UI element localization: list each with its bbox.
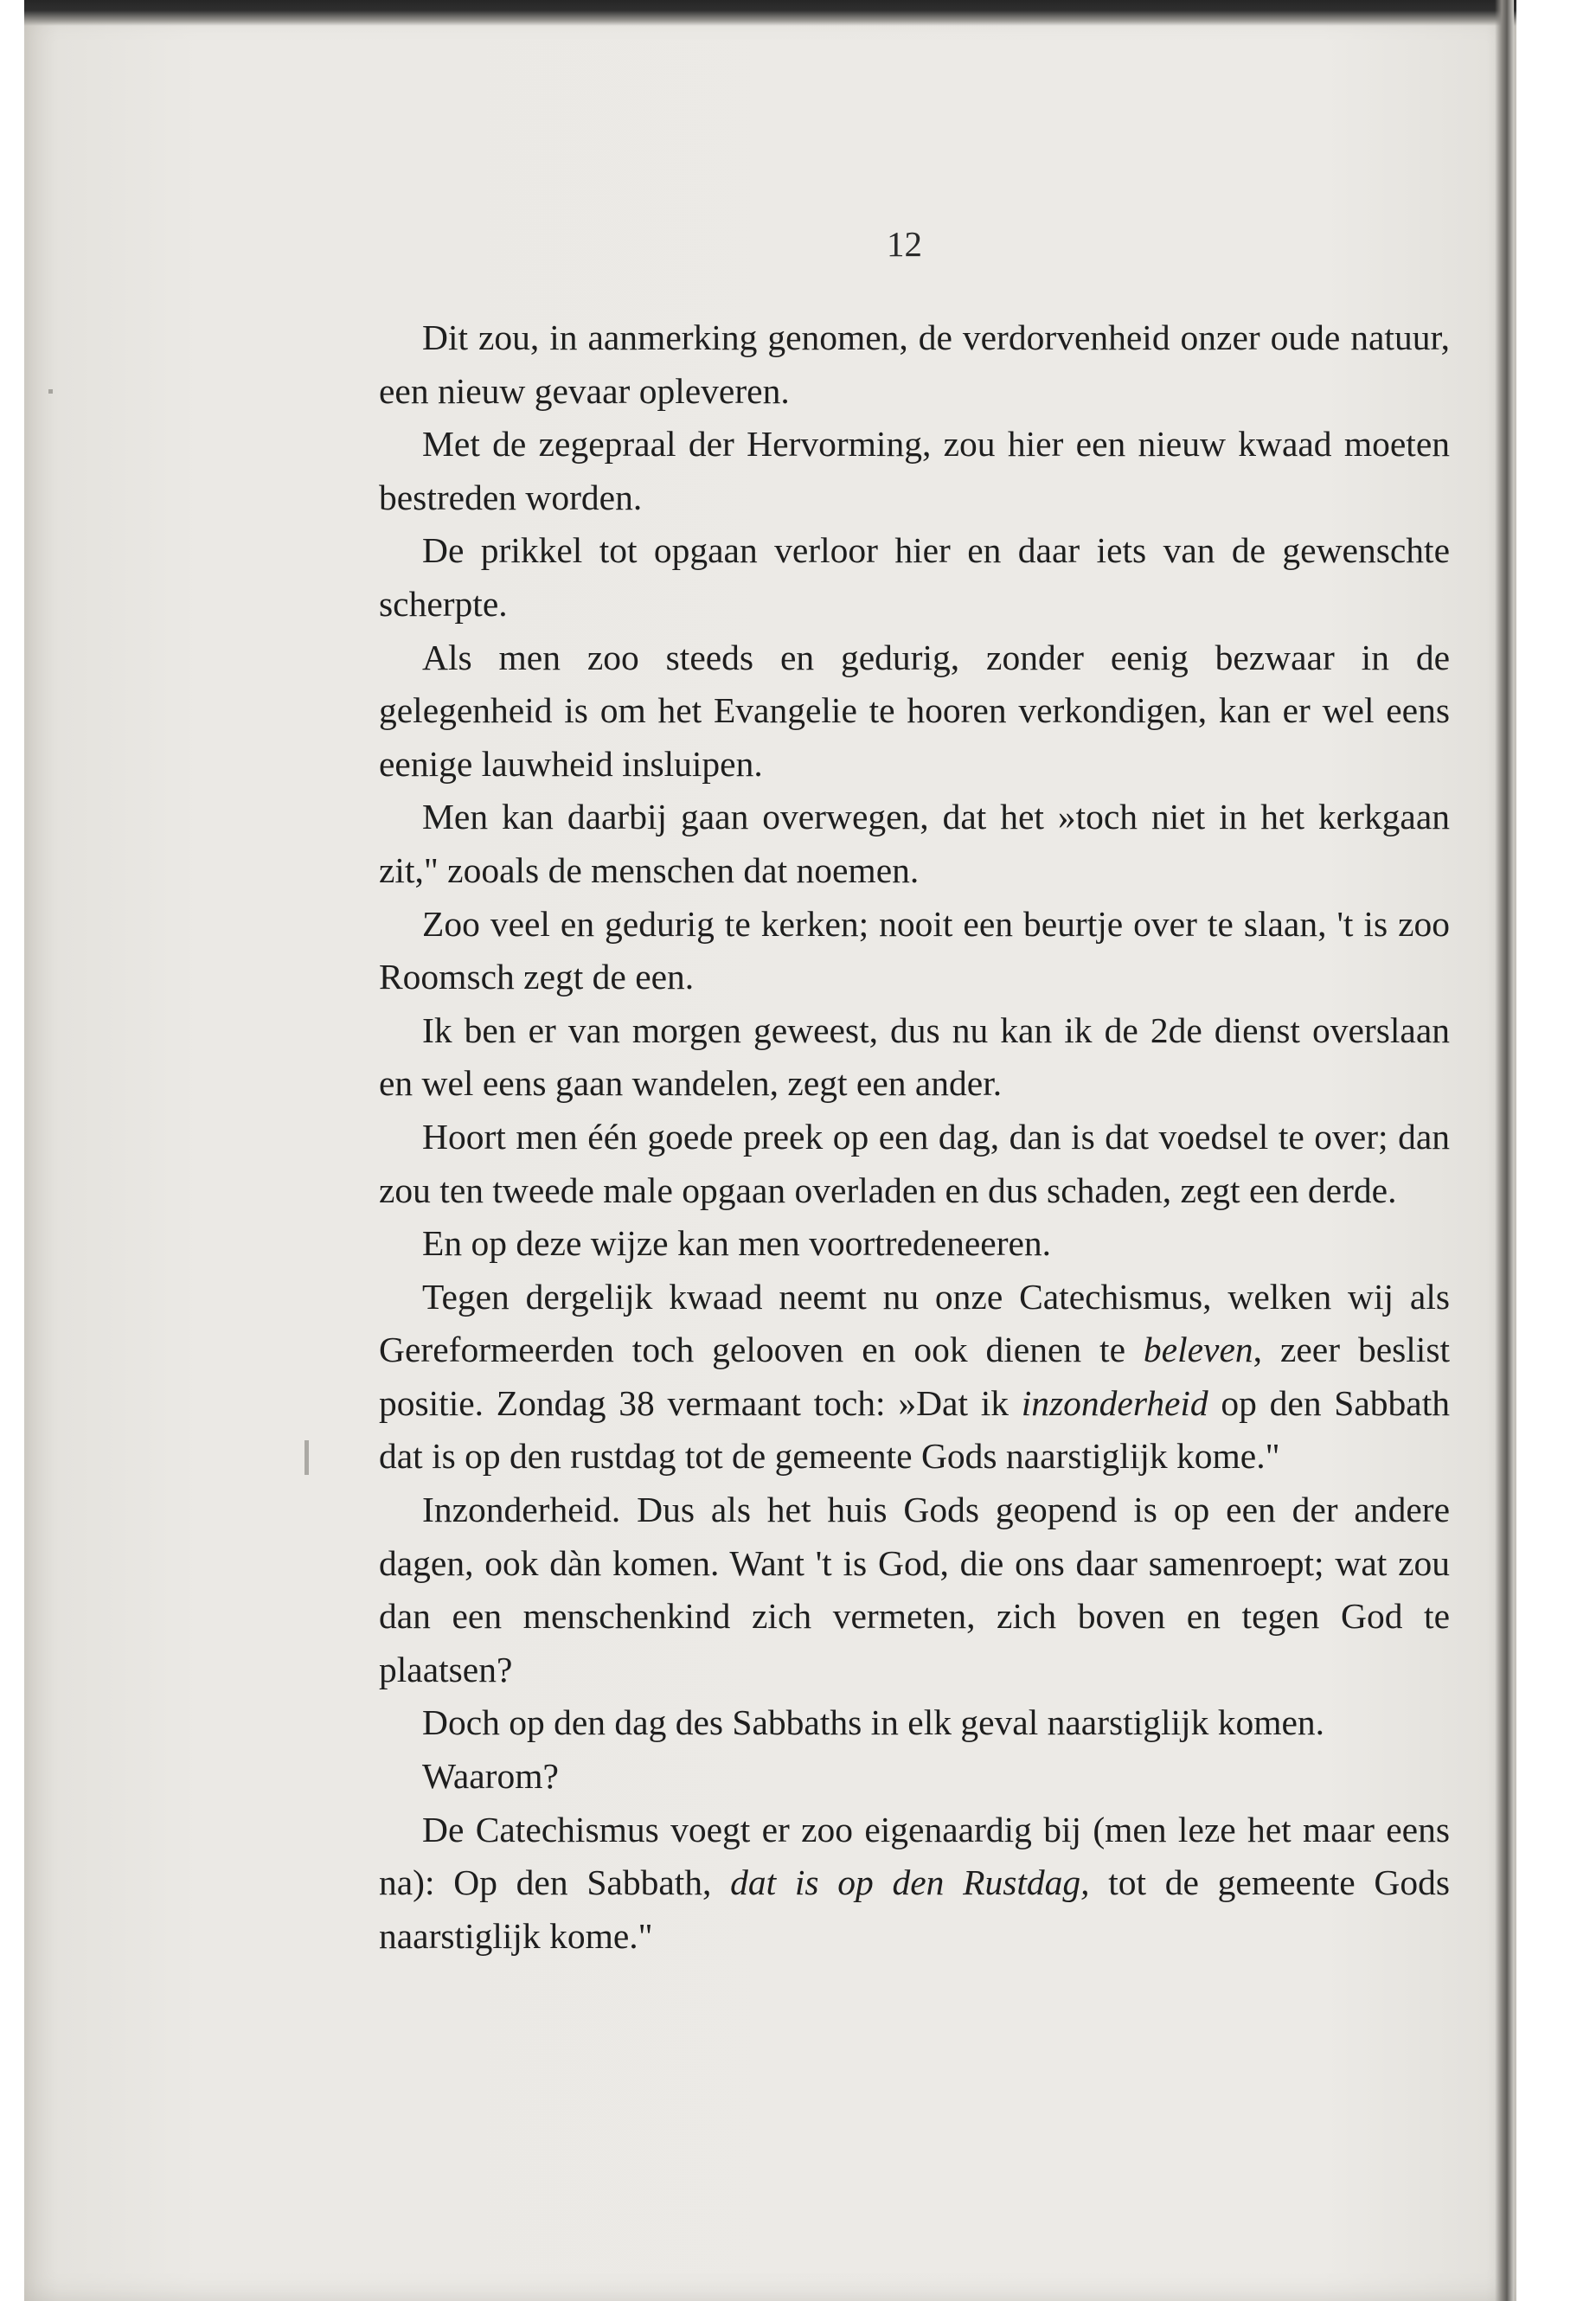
- body-text: [379, 311, 1450, 1963]
- text-run: Zoo veel en gedurig te kerken; nooit een beurtje over te slaan, 't is zoo Roomsch zegt de een.: [379, 903, 1450, 997]
- text-run: Doch op den dag des Sabbaths in elk geval naarstiglijk komen.: [422, 1702, 1325, 1743]
- paragraph: [379, 524, 1450, 631]
- text-run: Ik ben er van morgen geweest, dus nu kan ik de 2de dienst overslaan en wel eens gaan wandelen, zegt een ander.: [379, 1009, 1450, 1104]
- italic-emphasis: beleven: [1143, 1330, 1253, 1370]
- paragraph: [379, 1750, 1450, 1804]
- paragraph: [379, 1696, 1450, 1750]
- paragraph: [379, 898, 1450, 1004]
- paragraph: [379, 418, 1450, 524]
- scan-speck: [48, 389, 53, 394]
- top-page-edge: [24, 0, 1516, 26]
- italic-emphasis: dat is op den Rustdag,: [730, 1862, 1090, 1903]
- paragraph: [379, 311, 1450, 418]
- text-run: De prikkel tot opgaan verloor hier en daar iets van de gewenschte scherpte.: [379, 530, 1450, 624]
- text-run: En op deze wijze kan men voortredeneeren.: [422, 1223, 1052, 1264]
- paragraph: [379, 631, 1450, 792]
- text-run: Hoort men één goede preek op een dag, dan is dat voedsel te over; dan zou ten tweede male opgaan overladen en dus schaden, zegt een derde.: [379, 1116, 1450, 1210]
- paragraph: [379, 1484, 1450, 1696]
- text-run: Waarom?: [422, 1756, 559, 1797]
- text-run: Dit zou, in aanmerking genomen, de verdorvenheid onzer oude natuur, een nieuw gevaar opleveren.: [379, 317, 1450, 411]
- paragraph: [379, 1271, 1450, 1484]
- text-run: De Catechismus voegt er zoo eigenaardig bij (men leze het maar eens na): Op den Sabbath,: [379, 1809, 1450, 1903]
- italic-emphasis: inzonderheid: [1021, 1382, 1208, 1423]
- right-page-edge: [1495, 0, 1514, 2301]
- text-run: , zeer beslist positie. Zondag 38 vermaant toch: »Dat ik: [379, 1330, 1451, 1423]
- text-run: Men kan daarbij gaan overwegen, dat het »toch niet in het kerkgaan zit," zooals de menschen dat noemen.: [379, 797, 1450, 890]
- paragraph: [379, 1804, 1450, 1964]
- text-run: Als men zoo steeds en gedurig, zonder eenig bezwaar in de gelegenheid is om het Evangelie te hooren verkondigen, kan er wel eens eenige lauwheid insluipen.: [379, 637, 1450, 784]
- paragraph: [379, 791, 1450, 897]
- page-number: 12: [887, 224, 922, 264]
- paragraph: [379, 1217, 1450, 1271]
- text-run: Inzonderheid. Dus als het huis Gods geopend is op een der andere dagen, ook dàn komen. Want 't is God, die ons daar samenroept; wat zou dan een menschenkind zich vermeten, zich boven en tegen God te plaatsen?: [379, 1490, 1450, 1689]
- text-run: Met de zegepraal der Hervorming, zou hier een nieuw kwaad moeten bestreden worden.: [379, 424, 1450, 517]
- text-run: Tegen dergelijk kwaad neemt nu onze Catechismus, welken wij als Gereformeerden toch gelooven en ook dienen te: [379, 1276, 1450, 1370]
- text-run: tot de gemeente Gods naarstiglijk kome.": [379, 1862, 1450, 1956]
- paragraph: [379, 1004, 1450, 1111]
- text-run: op den Sabbath dat is op den rustdag tot de gemeente Gods naarstiglijk kome.": [379, 1382, 1450, 1477]
- scan-speck: [304, 1440, 309, 1475]
- paragraph: [379, 1111, 1450, 1217]
